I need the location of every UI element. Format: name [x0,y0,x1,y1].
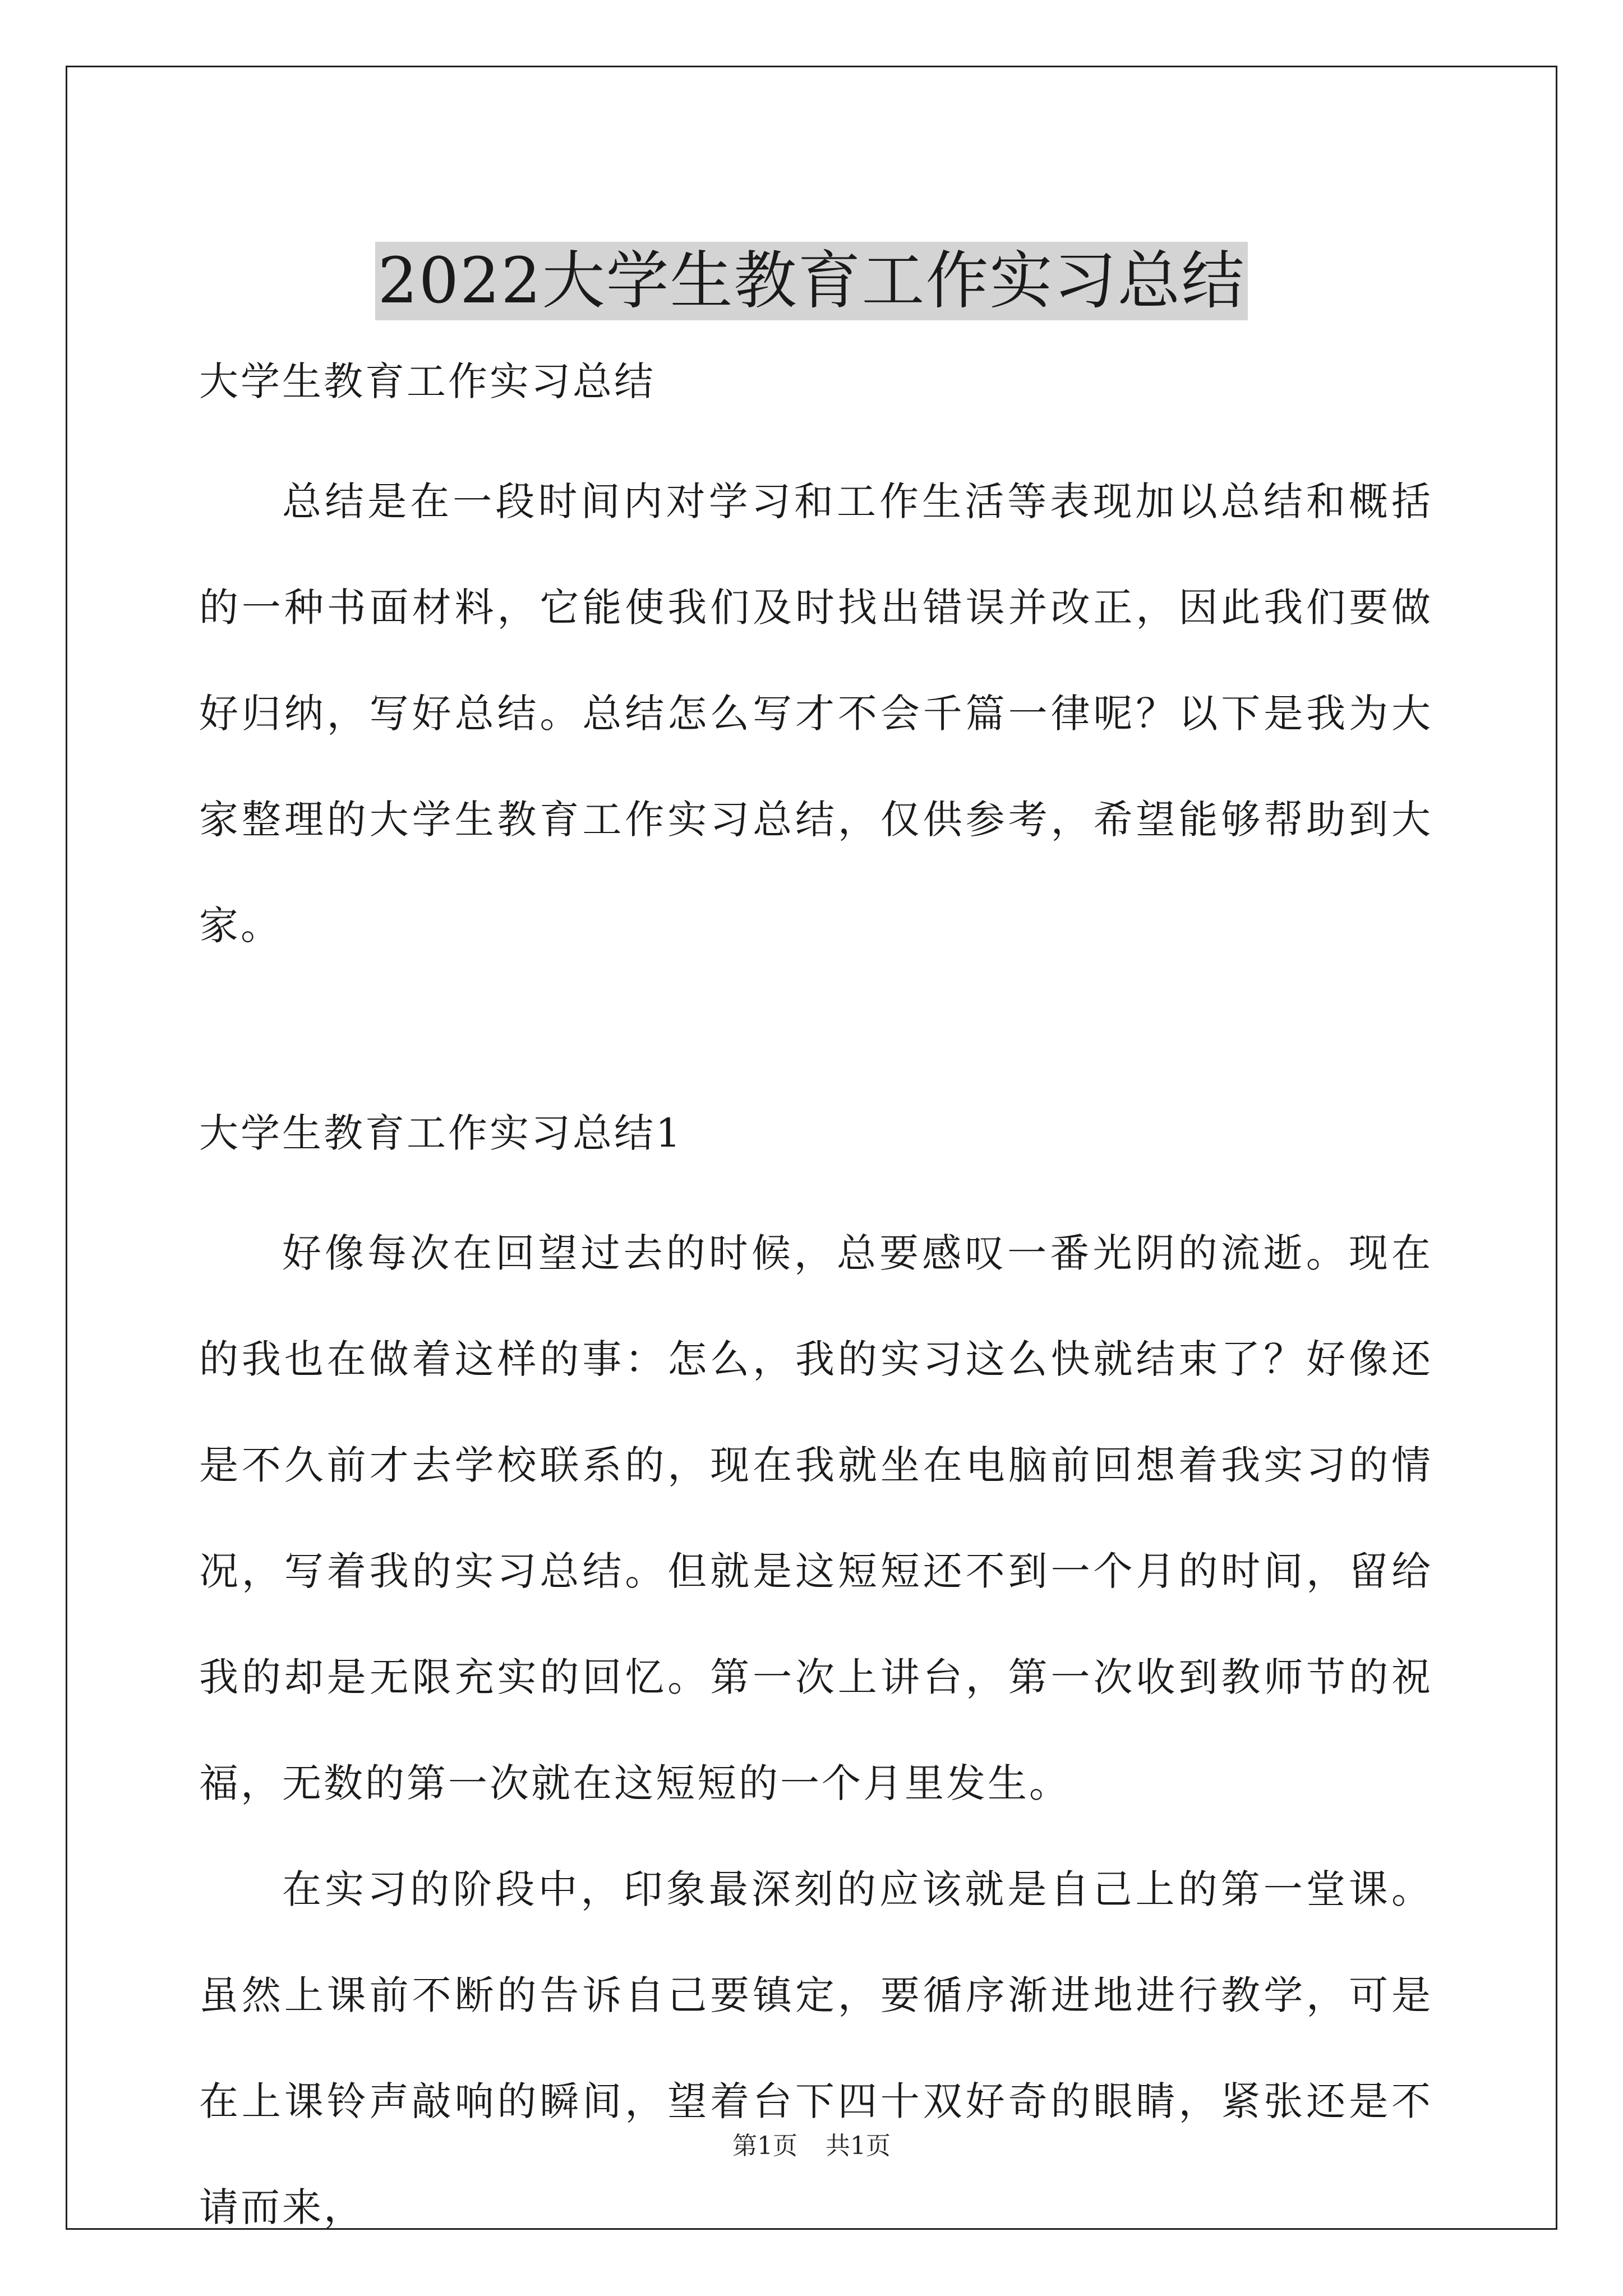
section-paragraph: 好像每次在回望过去的时候，总要感叹一番光阴的流逝。现在的我也在做着这样的事：怎么，我的实习这么快就结束了？好像还是不久前才去学校联系的，现在我就坐在电脑前回想着我实习的情况，写着我的实习总结。但就是这短短还不到一个月的时间，留给我的却是无限充实的回忆。第一次上讲台，第一次收到教师节的祝福，无数的第一次就在这短短的一个月里发生。 [199,1230,1433,1806]
title-container [0,200,1623,362]
section-paragraph: 在实习的阶段中，印象最深刻的应该就是自己上的第一堂课。虽然上课前不断的告诉自己要镇定，要循序渐进地进行教学，可是在上课铃声敲响的瞬间，望着台下四十双好奇的眼睛，紧张还是不请而来， [199,1866,1433,2230]
section-heading: 大学生教育工作实习总结1 [199,1110,683,1156]
document-subtitle: 大学生教育工作实习总结 [199,358,656,404]
document-body [199,348,1433,2261]
document-title: 2022大学生教育工作实习总结 [375,242,1247,320]
page-total: 共1页 [826,2132,891,2160]
page-number: 第1页 [732,2132,797,2160]
intro-paragraph: 总结是在一段时间内对学习和工作生活等表现加以总结和概括的一种书面材料，它能使我们及时找出错误并改正，因此我们要做好归纳，写好总结。总结怎么写才不会千篇一律呢？以下是我为大家整理的大学生教育工作实习总结，仅供参考，希望能够帮助到大家。 [199,478,1433,949]
page-footer [0,2129,1623,2163]
